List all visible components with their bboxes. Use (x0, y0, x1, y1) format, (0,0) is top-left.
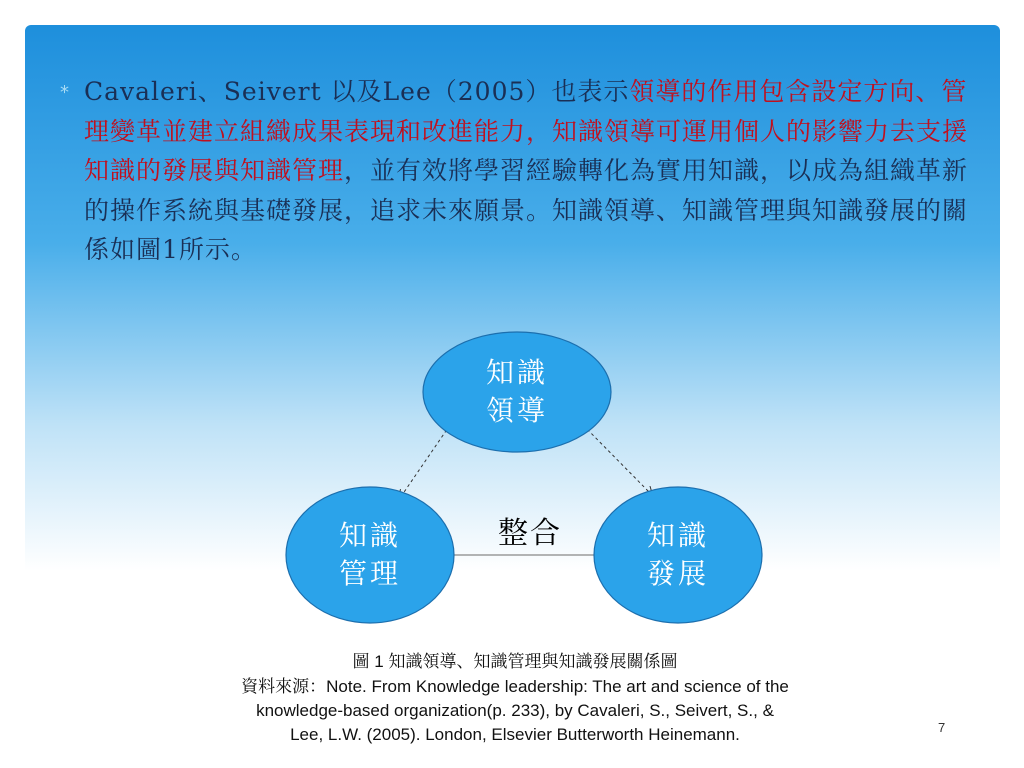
figure-caption-title: 圖 1 知識領導、知識管理與知識發展關係圖 (352, 652, 678, 671)
node-leadership-line2: 領導 (485, 394, 548, 427)
page-number: 7 (938, 720, 946, 735)
source-line-3: Lee, L.W. (2005). London, Elsevier Butterworth Heinemann. (290, 725, 740, 744)
source-line-1: 資料來源：Note. From Knowledge leadership: The art and science of the (241, 677, 789, 696)
bullet-icon: * (60, 82, 69, 103)
arrow-leadership-to-development (583, 425, 652, 495)
node-leadership-line1: 知識 (485, 356, 548, 389)
paragraph-intro: Cavaleri、Seivert 以及Lee（2005）也表示 (84, 77, 630, 106)
node-development-label (633, 517, 723, 593)
paragraph-rest: ，並有效將學習經驗轉化為實用知識，以成為組織革新的操作系統與基礎發展，追求未來願景。知識領導、知識管理與知識發展的關係如圖1所示。 (84, 156, 969, 264)
arrow-leadership-to-management (400, 425, 450, 498)
source-line-2: knowledge-based organization(p. 233), by Cavaleri, S., Seivert, S., & (256, 701, 774, 720)
node-management-line1: 知識 (338, 519, 401, 552)
integration-label: 整合 (498, 516, 562, 551)
node-management-line2: 管理 (338, 557, 401, 590)
node-management-label (325, 517, 415, 593)
node-development-line1: 知識 (646, 519, 709, 552)
node-leadership-label (472, 354, 562, 430)
node-development-line2: 發展 (646, 557, 709, 590)
paragraph-highlight: 領導的作用包含設定方向、管理變革並建立組織成果表現和改進能力，知識領導可運用個人的影響力去支援知識的發展與知識管理 (84, 77, 969, 185)
